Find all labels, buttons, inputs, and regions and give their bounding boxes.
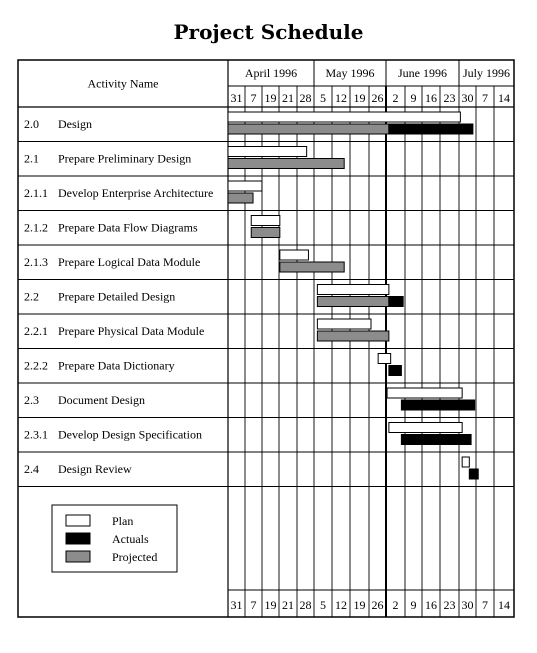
legend-swatch bbox=[66, 533, 90, 544]
plan-bar bbox=[251, 216, 280, 226]
projected-bar bbox=[280, 262, 344, 272]
projected-bar bbox=[317, 331, 389, 341]
actual-bar bbox=[389, 124, 473, 134]
projected-bar bbox=[228, 159, 344, 169]
task-id: 2.0 bbox=[24, 117, 39, 131]
task-name: Prepare Logical Data Module bbox=[58, 255, 201, 269]
task-id: 2.4 bbox=[24, 462, 39, 476]
projected-bar bbox=[228, 193, 253, 203]
plan-bar bbox=[228, 147, 307, 157]
month-label: June 1996 bbox=[398, 66, 447, 80]
projected-bar bbox=[228, 124, 389, 134]
actual-bar bbox=[389, 366, 402, 376]
plan-bar bbox=[378, 354, 391, 364]
week-label-bottom: 9 bbox=[410, 598, 417, 612]
week-label-bottom: 30 bbox=[461, 598, 474, 612]
plan-bar bbox=[389, 423, 462, 433]
task-id: 2.1.1 bbox=[24, 186, 48, 200]
week-label-top: 26 bbox=[371, 91, 384, 105]
week-label-top: 14 bbox=[498, 91, 510, 105]
legend-label: Plan bbox=[112, 514, 134, 528]
week-label-top: 2 bbox=[392, 91, 399, 105]
week-label-bottom: 19 bbox=[353, 598, 366, 612]
activity-header: Activity Name bbox=[87, 76, 159, 91]
week-label-top: 16 bbox=[425, 91, 437, 105]
week-label-bottom: 7 bbox=[250, 598, 257, 612]
week-label-top: 5 bbox=[320, 91, 326, 105]
week-label-bottom: 31 bbox=[230, 598, 243, 612]
plan-bar bbox=[387, 388, 462, 398]
page-title: Project Schedule bbox=[173, 20, 364, 44]
legend-label: Projected bbox=[112, 550, 158, 564]
task-name: Design bbox=[58, 117, 92, 131]
plan-bar bbox=[228, 181, 262, 191]
week-label-bottom: 23 bbox=[443, 598, 456, 612]
week-label-top: 31 bbox=[230, 91, 243, 105]
month-label: July 1996 bbox=[462, 66, 511, 80]
task-id: 2.1.2 bbox=[24, 220, 48, 235]
plan-bar bbox=[228, 112, 460, 122]
actual-bar bbox=[401, 435, 471, 445]
task-name: Develop Enterprise Architecture bbox=[58, 186, 214, 200]
task-id: 2.2.1 bbox=[24, 324, 48, 338]
week-label-top: 9 bbox=[410, 91, 417, 105]
week-label-bottom: 7 bbox=[482, 598, 488, 612]
projected-bar bbox=[251, 228, 280, 238]
week-label-top: 21 bbox=[282, 91, 294, 105]
task-id: 2.2 bbox=[24, 289, 39, 304]
legend-label: Actuals bbox=[112, 532, 149, 546]
week-label-top: 19 bbox=[264, 91, 277, 105]
week-label-bottom: 5 bbox=[320, 598, 326, 612]
week-label-top: 12 bbox=[335, 91, 347, 105]
week-label-top: 23 bbox=[443, 91, 456, 105]
week-label-bottom: 14 bbox=[498, 598, 510, 612]
month-label: April 1996 bbox=[244, 66, 298, 80]
plan-bar bbox=[462, 457, 469, 467]
week-label-bottom: 12 bbox=[335, 598, 347, 612]
task-name: Document Design bbox=[58, 393, 145, 407]
task-name: Prepare Preliminary Design bbox=[58, 151, 192, 166]
week-label-bottom: 16 bbox=[425, 598, 437, 612]
week-label-bottom: 19 bbox=[264, 598, 277, 612]
task-name: Design Review bbox=[58, 462, 132, 476]
actual-bar bbox=[389, 297, 403, 307]
legend-swatch bbox=[66, 515, 90, 526]
week-label-bottom: 2 bbox=[392, 598, 399, 612]
task-id: 2.2.2 bbox=[24, 358, 48, 373]
week-label-top: 30 bbox=[461, 91, 474, 105]
task-id: 2.1 bbox=[24, 151, 39, 166]
week-label-top: 7 bbox=[250, 91, 257, 105]
month-label: May 1996 bbox=[325, 66, 375, 80]
week-label-top: 28 bbox=[299, 91, 312, 105]
legend-swatch bbox=[66, 551, 90, 562]
task-name: Prepare Detailed Design bbox=[58, 289, 176, 304]
plan-bar bbox=[280, 250, 309, 260]
actual-bar bbox=[401, 400, 474, 410]
actual-bar bbox=[469, 469, 478, 479]
task-name: Prepare Data Flow Diagrams bbox=[58, 220, 198, 235]
plan-bar bbox=[317, 319, 371, 329]
task-name: Prepare Data Dictionary bbox=[58, 358, 175, 373]
week-label-bottom: 21 bbox=[282, 598, 294, 612]
task-name: Prepare Physical Data Module bbox=[58, 324, 205, 338]
week-label-top: 7 bbox=[482, 91, 488, 105]
plan-bar bbox=[317, 285, 389, 295]
task-id: 2.1.3 bbox=[24, 255, 48, 269]
task-id: 2.3 bbox=[24, 393, 39, 407]
week-label-bottom: 28 bbox=[299, 598, 312, 612]
week-label-top: 19 bbox=[353, 91, 366, 105]
task-name: Develop Design Specification bbox=[58, 427, 202, 442]
projected-bar bbox=[317, 297, 389, 307]
week-label-bottom: 26 bbox=[371, 598, 384, 612]
task-id: 2.3.1 bbox=[24, 427, 48, 442]
